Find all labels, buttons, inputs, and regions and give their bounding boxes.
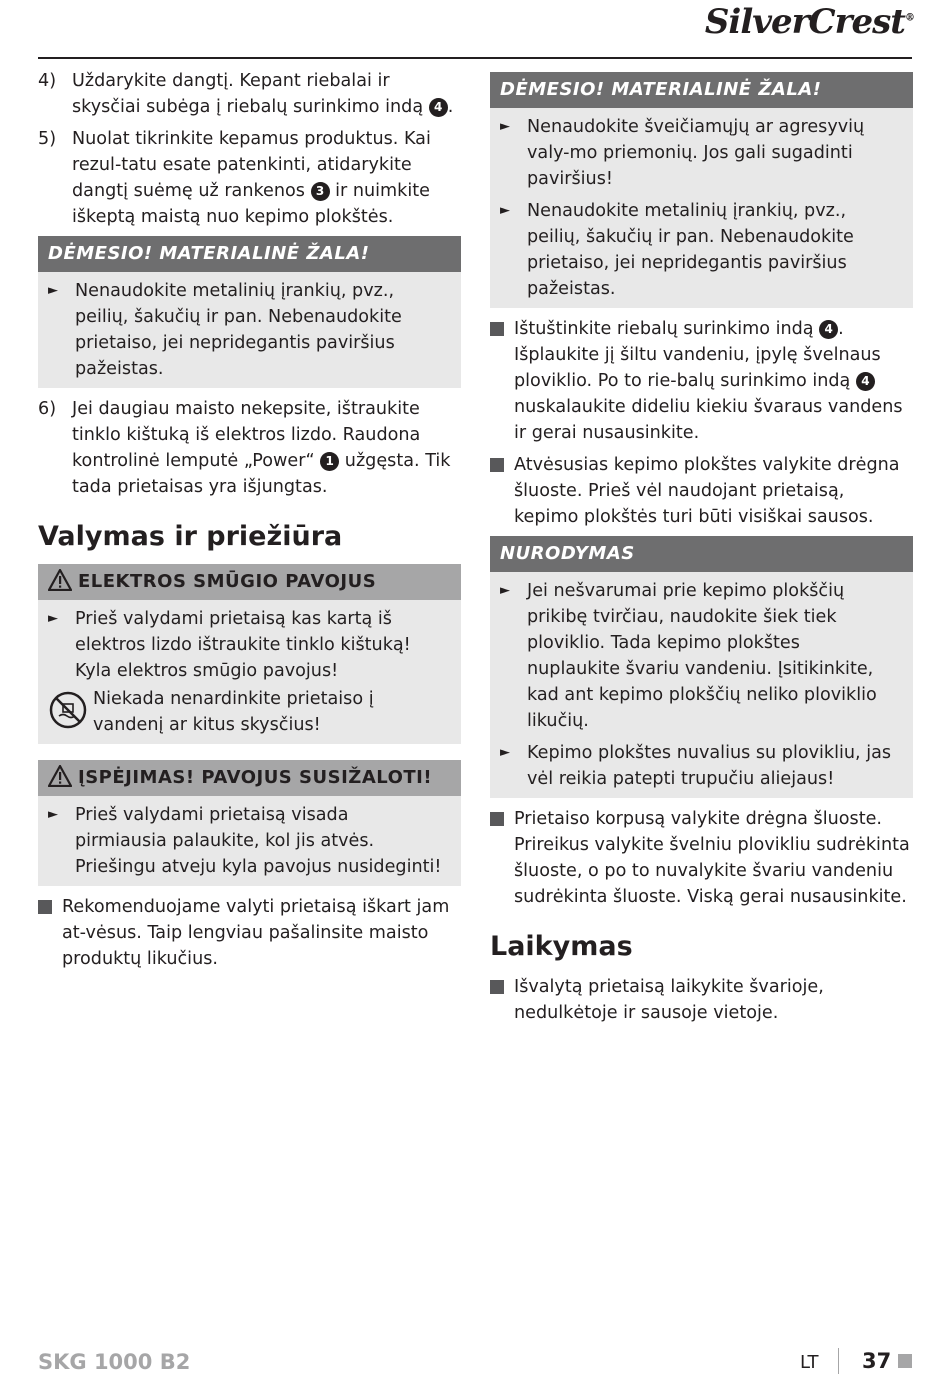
bullet-item: Išvalytą prietaisą laikykite švarioje, nedulkėtoje ir sausoje vietoje. — [490, 974, 913, 1026]
footer-divider — [838, 1348, 839, 1374]
ref-3-badge: 3 — [311, 182, 330, 201]
ref-1-badge: 1 — [320, 452, 339, 471]
section-heading-storage: Laikymas — [490, 931, 633, 962]
bullet-item: Rekomenduojame valyti prietaisą iškart jam at-vėsus. Taip lengviau pašalinsite maisto produktų likučius. — [38, 894, 461, 972]
footer-language: LT — [800, 1352, 819, 1373]
warning-title: ĮSPĖJIMAS! PAVOJUS SUSIŽALOTI! — [38, 760, 461, 796]
notice-material-damage — [38, 236, 461, 388]
square-bullet-icon — [490, 322, 504, 336]
brand-logo: SilverCrest® — [704, 2, 914, 42]
step-5: 5) Nuolat tikrinkite kepamus produktus. Kai rezul-tatu esate patenkinti, atidarykite dangtį suėmę už rankenos 3 ir nuimkite iškeptą maistą nuo kepimo plokštės. — [38, 129, 431, 227]
arrow-icon: ► — [48, 283, 58, 298]
footer-model: SKG 1000 B2 — [38, 1350, 191, 1374]
notice-title: DĖMESIO! MATERIALINĖ ŽALA! — [490, 72, 913, 108]
warning-item: Niekada nenardinkite prietaiso į vandenį ar kitus skysčius! — [38, 684, 461, 738]
warning-injury — [38, 760, 461, 886]
right-column — [490, 68, 913, 1032]
ref-4-badge: 4 — [429, 98, 448, 117]
bullet-item: Ištuštinkite riebalų surinkimo indą 4 . Išplaukite jį šiltu vandeniu, įpylę švelnaus ploviklio. Po to rie-balų surinkimo indą 4 nuskalaukite dideliu kiekiu švaraus vandens ir gerai nusausinkite. — [490, 316, 913, 446]
warning-item: ► Prieš valydami prietaisą kas kartą iš elektros lizdo ištraukite tinklo kištuką! Kyla elektros smūgio pavojus! — [38, 600, 461, 684]
ref-4-badge: 4 — [856, 372, 875, 391]
arrow-icon: ► — [500, 119, 510, 134]
notice-title: DĖMESIO! MATERIALINĖ ŽALA! — [38, 236, 461, 272]
arrow-icon: ► — [500, 583, 510, 598]
note-box — [490, 536, 913, 798]
square-bullet-icon — [38, 900, 52, 914]
notice-material-damage — [490, 72, 913, 308]
bullet-item: Prietaiso korpusą valykite drėgna šluoste. Prireikus valykite švelniu plovikliu sudrėkinta šluoste, o po to nuvalykite švariu vandeniu sudrėkinta šluoste. Viską gerai nusausinkite. — [490, 806, 913, 910]
note-item: ► Jei nešvarumai prie kepimo plokščių prikibę tvirčiau, naudokite šiek tiek ploviklio. Tada kepimo plokštes nuplaukite švariu vandeniu. Įsitikinkite, kad ant kepimo plokščių neliko ploviklio likučių. — [490, 572, 913, 734]
square-bullet-icon — [490, 980, 504, 994]
warning-title: ELEKTROS SMŪGIO PAVOJUS — [38, 564, 461, 600]
square-bullet-icon — [490, 458, 504, 472]
step-4: 4) Uždarykite dangtį. Kepant riebalai ir skysčiai subėga į riebalų surinkimo indą 4 . — [38, 71, 454, 117]
page-number: 37 — [862, 1349, 892, 1373]
warning-electric-shock — [38, 564, 461, 744]
warning-triangle-icon — [48, 764, 72, 800]
warning-item: ► Prieš valydami prietaisą visada pirmiausia palaukite, kol jis atvės. Priešingu atveju kyla pavojus nusideginti! — [38, 796, 461, 880]
notice-item: ► Nenaudokite šveičiamųjų ar agresyvių valy-mo priemonių. Jos gali sugadinti paviršius! — [490, 108, 913, 192]
square-bullet-icon — [490, 812, 504, 826]
arrow-icon: ► — [48, 807, 58, 822]
left-column — [38, 68, 461, 978]
ref-4-badge: 4 — [819, 320, 838, 339]
section-heading-cleaning: Valymas ir priežiūra — [38, 521, 343, 552]
arrow-icon: ► — [48, 611, 58, 626]
note-title: NURODYMAS — [490, 536, 913, 572]
header-rule — [38, 57, 912, 59]
warning-triangle-icon — [48, 568, 72, 604]
arrow-icon: ► — [500, 203, 510, 218]
note-item: ► Kepimo plokštes nuvalius su plovikliu, jas vėl reikia patepti trupučiu aliejaus! — [490, 734, 913, 792]
notice-item: ► Nenaudokite metalinių įrankių, pvz., peilių, šakučių ir pan. Nebenaudokite prietaiso, jei nepridegantis paviršius pažeistas. — [38, 272, 461, 382]
notice-item: ► Nenaudokite metalinių įrankių, pvz., peilių, šakučių ir pan. Nebenaudokite prietaiso, jei nepridegantis paviršius pažeistas. — [490, 192, 913, 302]
step-6: 6) Jei daugiau maisto nekepsite, ištraukite tinklo kištuką iš elektros lizdo. Raudona kontrolinė lemputė „Power“ 1 užgęsta. Tik tada prietaisas yra išjungtas. — [38, 399, 451, 497]
arrow-icon: ► — [500, 745, 510, 760]
no-immersion-icon — [48, 690, 88, 730]
footer-square-icon — [898, 1354, 912, 1368]
bullet-item: Atvėsusias kepimo plokštes valykite drėgna šluoste. Prieš vėl naudojant prietaisą, kepimo plokštės turi būti visiškai sausos. — [490, 452, 913, 530]
